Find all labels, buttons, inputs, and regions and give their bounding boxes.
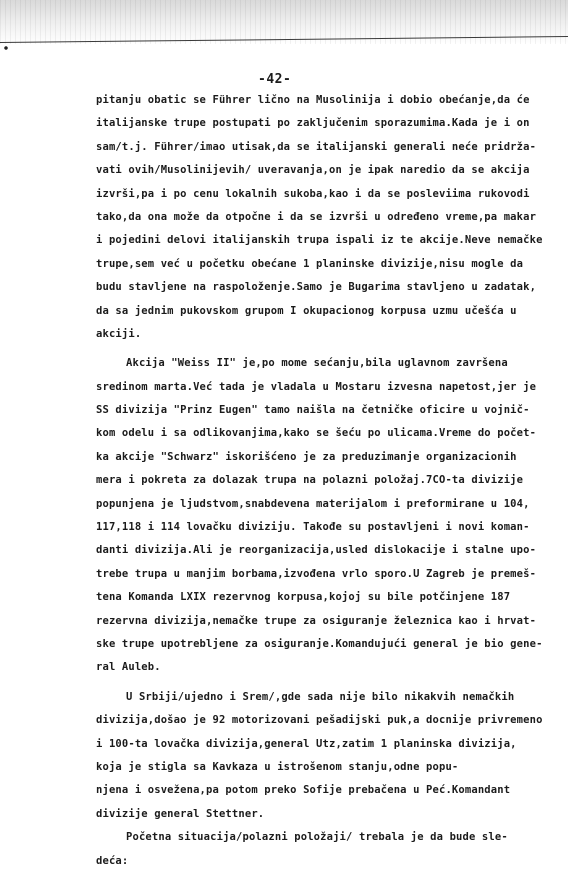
paragraph-1 — [96, 89, 568, 346]
text-line: divizije general Stettner. — [96, 807, 265, 820]
text-line: 117,118 i 114 lovačku diviziju. Takođe su postavljeni i novi koman- — [96, 521, 530, 534]
text-line: sredinom marta.Već tada je vladala u Mostaru izvesna napetost,jer je — [96, 380, 537, 393]
text-line: akciji. — [96, 327, 142, 340]
text-line: tena Komanda LXIX rezervnog korpusa,kojoj su bile potčinjene 187 — [96, 591, 511, 604]
text-line: njena i osvežena,pa potom preko Sofije prebačena u Peć.Komandant — [96, 784, 511, 797]
text-line: danti divizija.Ali je reorganizacija,usled dislokacije i stalne upo- — [96, 544, 537, 557]
text-line: SS divizija "Prinz Eugen" tamo naišla na četničke oficire u vojnič- — [96, 404, 530, 417]
text-line: tako,da ona može da otpočne i da se izvrši u određeno vreme,pa makar — [96, 210, 537, 223]
text-line: trebe trupa u manjim borbama,izvođena vrlo sporo.U Zagreb je premeš- — [96, 567, 537, 580]
text-line: kom odelu i sa odlikovanjima,kako se šeću po ulicama.Vreme do počet- — [96, 427, 537, 440]
text-line: koja je stigla sa Kavkaza u istrošenom stanju,odne popu- — [96, 760, 459, 773]
text-line: pitanju obatic se Führer lično na Musolinija i dobio obećanje,da će — [96, 94, 530, 106]
paragraph-4 — [96, 826, 568, 873]
text-line: rezervna divizija,nemačke trupe za osiguranje železnica kao i hrvat- — [96, 614, 537, 627]
text-line: mera i pokreta za dolazak trupa na polazni položaj.7CO-ta divizije — [96, 474, 524, 487]
text-line: divizija,došao je 92 motorizovani pešadijski puk,a docnije privremeno — [96, 714, 543, 727]
text-line: i pojedini delovi italijanskih trupa ispali iz te akcije.Neve nemačke — [96, 234, 543, 247]
text-line: deća: — [96, 854, 129, 867]
text-line: Akcija "Weiss II" je,po mome sećanju,bila uglavnom završena — [126, 357, 508, 370]
text-line: sam/t.j. Führer/imao utisak,da se italijanski generali neće pridrža- — [96, 140, 537, 153]
text-line: ral Auleb. — [96, 661, 161, 674]
text-line: U Srbiji/ujedno i Srem/,gde sada nije bilo nikakvih nemačkih — [126, 690, 515, 703]
paragraph-3 — [96, 686, 568, 826]
page-number: -42- — [258, 72, 292, 87]
text-line: i 100-ta lovačka divizija,general Utz,zatim 1 planinska divizija, — [96, 737, 517, 750]
text-line: italijanske trupe postupati po zaključenim sporazumima.Kada je i on — [96, 117, 530, 130]
text-line: ske trupe upotrebljene za osiguranje.Komandujući general je bio gene- — [96, 637, 543, 650]
text-line: vati ovih/Musolinijevih/ uveravanja,on je ipak naredio da se akcija — [96, 164, 530, 177]
scan-speck-mark — [0, 40, 18, 60]
paragraph-2 — [96, 352, 568, 679]
text-line: ka akcije "Schwarz" iskorišćeno je za preduzimanje organizacionih — [96, 450, 517, 463]
text-line: Početna situacija/polazni položaji/ trebala je da bude sle- — [126, 831, 508, 844]
text-line: budu stavljene na raspoloženje.Samo je Bugarima stavljeno u zadatak, — [96, 281, 537, 294]
document-body — [96, 89, 568, 873]
text-line: popunjena je ljudstvom,snabdevena materijalom i preformirane u 104, — [96, 497, 530, 510]
text-line: izvrši,pa i po cenu lokalnih sukoba,kao i da se posleviima rukovodi — [96, 187, 530, 200]
text-line: trupe,sem već u početku obećane 1 planinske divizije,nisu mogle da — [96, 257, 524, 270]
text-line: da sa jednim pukovskom grupom I okupacionog korpusa uzmu učešća u — [96, 304, 517, 317]
